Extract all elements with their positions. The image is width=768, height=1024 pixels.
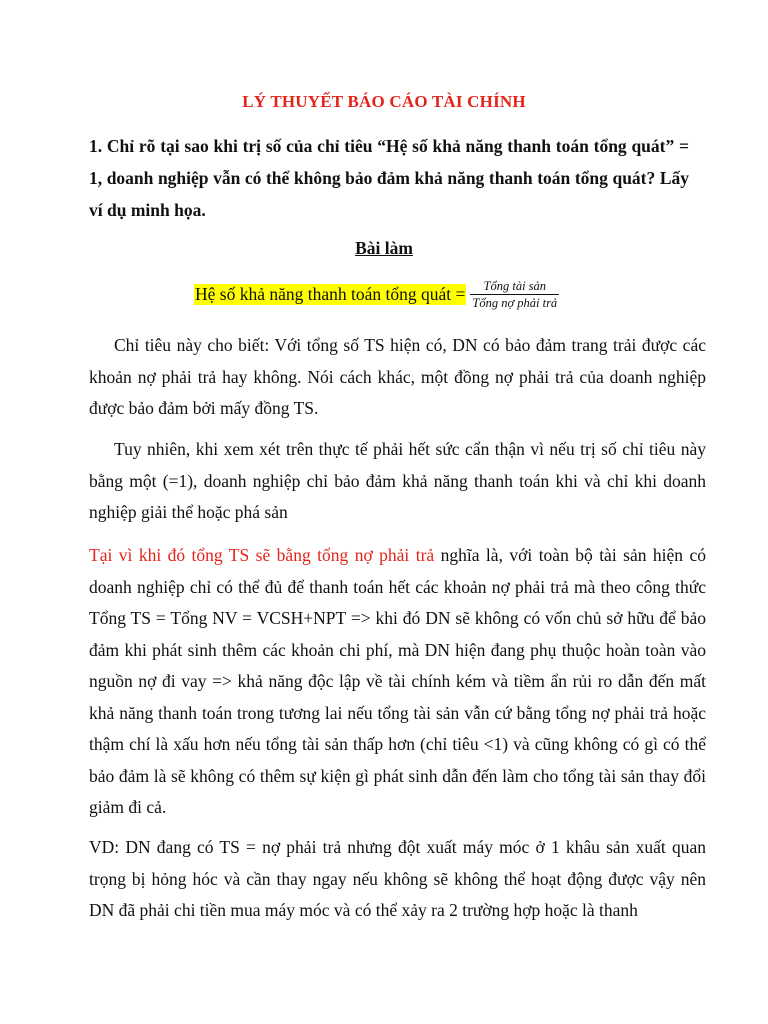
document-title: LÝ THUYẾT BÁO CÁO TÀI CHÍNH — [242, 92, 526, 111]
formula-fraction — [470, 278, 559, 311]
paragraph-3 — [89, 540, 706, 824]
question-text: 1. Chỉ rõ tại sao khi trị số của chỉ tiêu “Hệ số khả năng thanh toán tổng quát” = 1, doanh nghiệp vẫn có thể không bảo đảm khả năng thanh toán tổng quát? Lấy ví dụ minh họa. — [89, 136, 689, 220]
answer-heading: Bài làm — [355, 238, 413, 258]
paragraph-3-body: nghĩa là, với toàn bộ tài sản hiện có doanh nghiệp chỉ có thể đủ để thanh toán hết các khoản nợ phải trả mà theo công thức Tổng TS = Tổng NV = VCSH+NPT => khi đó DN sẽ không có vốn chủ sở hữu để bảo đảm khi phát sinh thêm các khoản chi phí, mà DN hiện đang phụ thuộc hoàn toàn vào nguồn nợ đi vay => khả năng độc lập về tài chính kém và tiềm ẩn rủi ro dẫn đến mất khả năng thanh toán trong tương lai nếu tổng tài sản vẫn cứ bằng tổng nợ phải trả hoặc thậm chí là xấu hơn nếu tổng tài sản thấp hơn (chỉ tiêu <1) và cũng không có gì có thể bảo đảm là sẽ không có thêm sự kiện gì phát sinh dẫn đến làm cho tổng tài sản thay đổi giảm đi cả. — [89, 545, 706, 817]
formula-denominator: Tổng nợ phải trả — [472, 296, 558, 310]
formula — [194, 278, 559, 311]
formula-numerator: Tổng tài sản — [483, 279, 547, 293]
paragraph-1: Chỉ tiêu này cho biết: Với tổng số TS hiện có, DN có bảo đảm trang trải được các khoản nợ phải trả hay không. Nói cách khác, một đồng nợ phải trả của doanh nghiệp được bảo đảm bởi mấy đồng TS. — [89, 335, 706, 418]
paragraph-3-highlight: Tại vì khi đó tổng TS sẽ bằng tổng nợ phải trả — [89, 545, 435, 565]
paragraph-2: Tuy nhiên, khi xem xét trên thực tế phải hết sức cẩn thận vì nếu trị số chỉ tiêu này bằng một (=1), doanh nghiệp chỉ bảo đảm khả năng thanh toán khi và chỉ khi doanh nghiệp giải thể hoặc phá sản — [89, 439, 706, 522]
paragraph-4: VD: DN đang có TS = nợ phải trả nhưng đột xuất máy móc ở 1 khâu sản xuất quan trọng bị hỏng hóc và cần thay ngay nếu không sẽ không thể hoạt động được vậy nên DN đã phải chi tiền mua máy móc và có thể xảy ra 2 trường hợp hoặc là thanh — [89, 837, 706, 920]
formula-label: Hệ số khả năng thanh toán tổng quát = — [195, 284, 466, 304]
